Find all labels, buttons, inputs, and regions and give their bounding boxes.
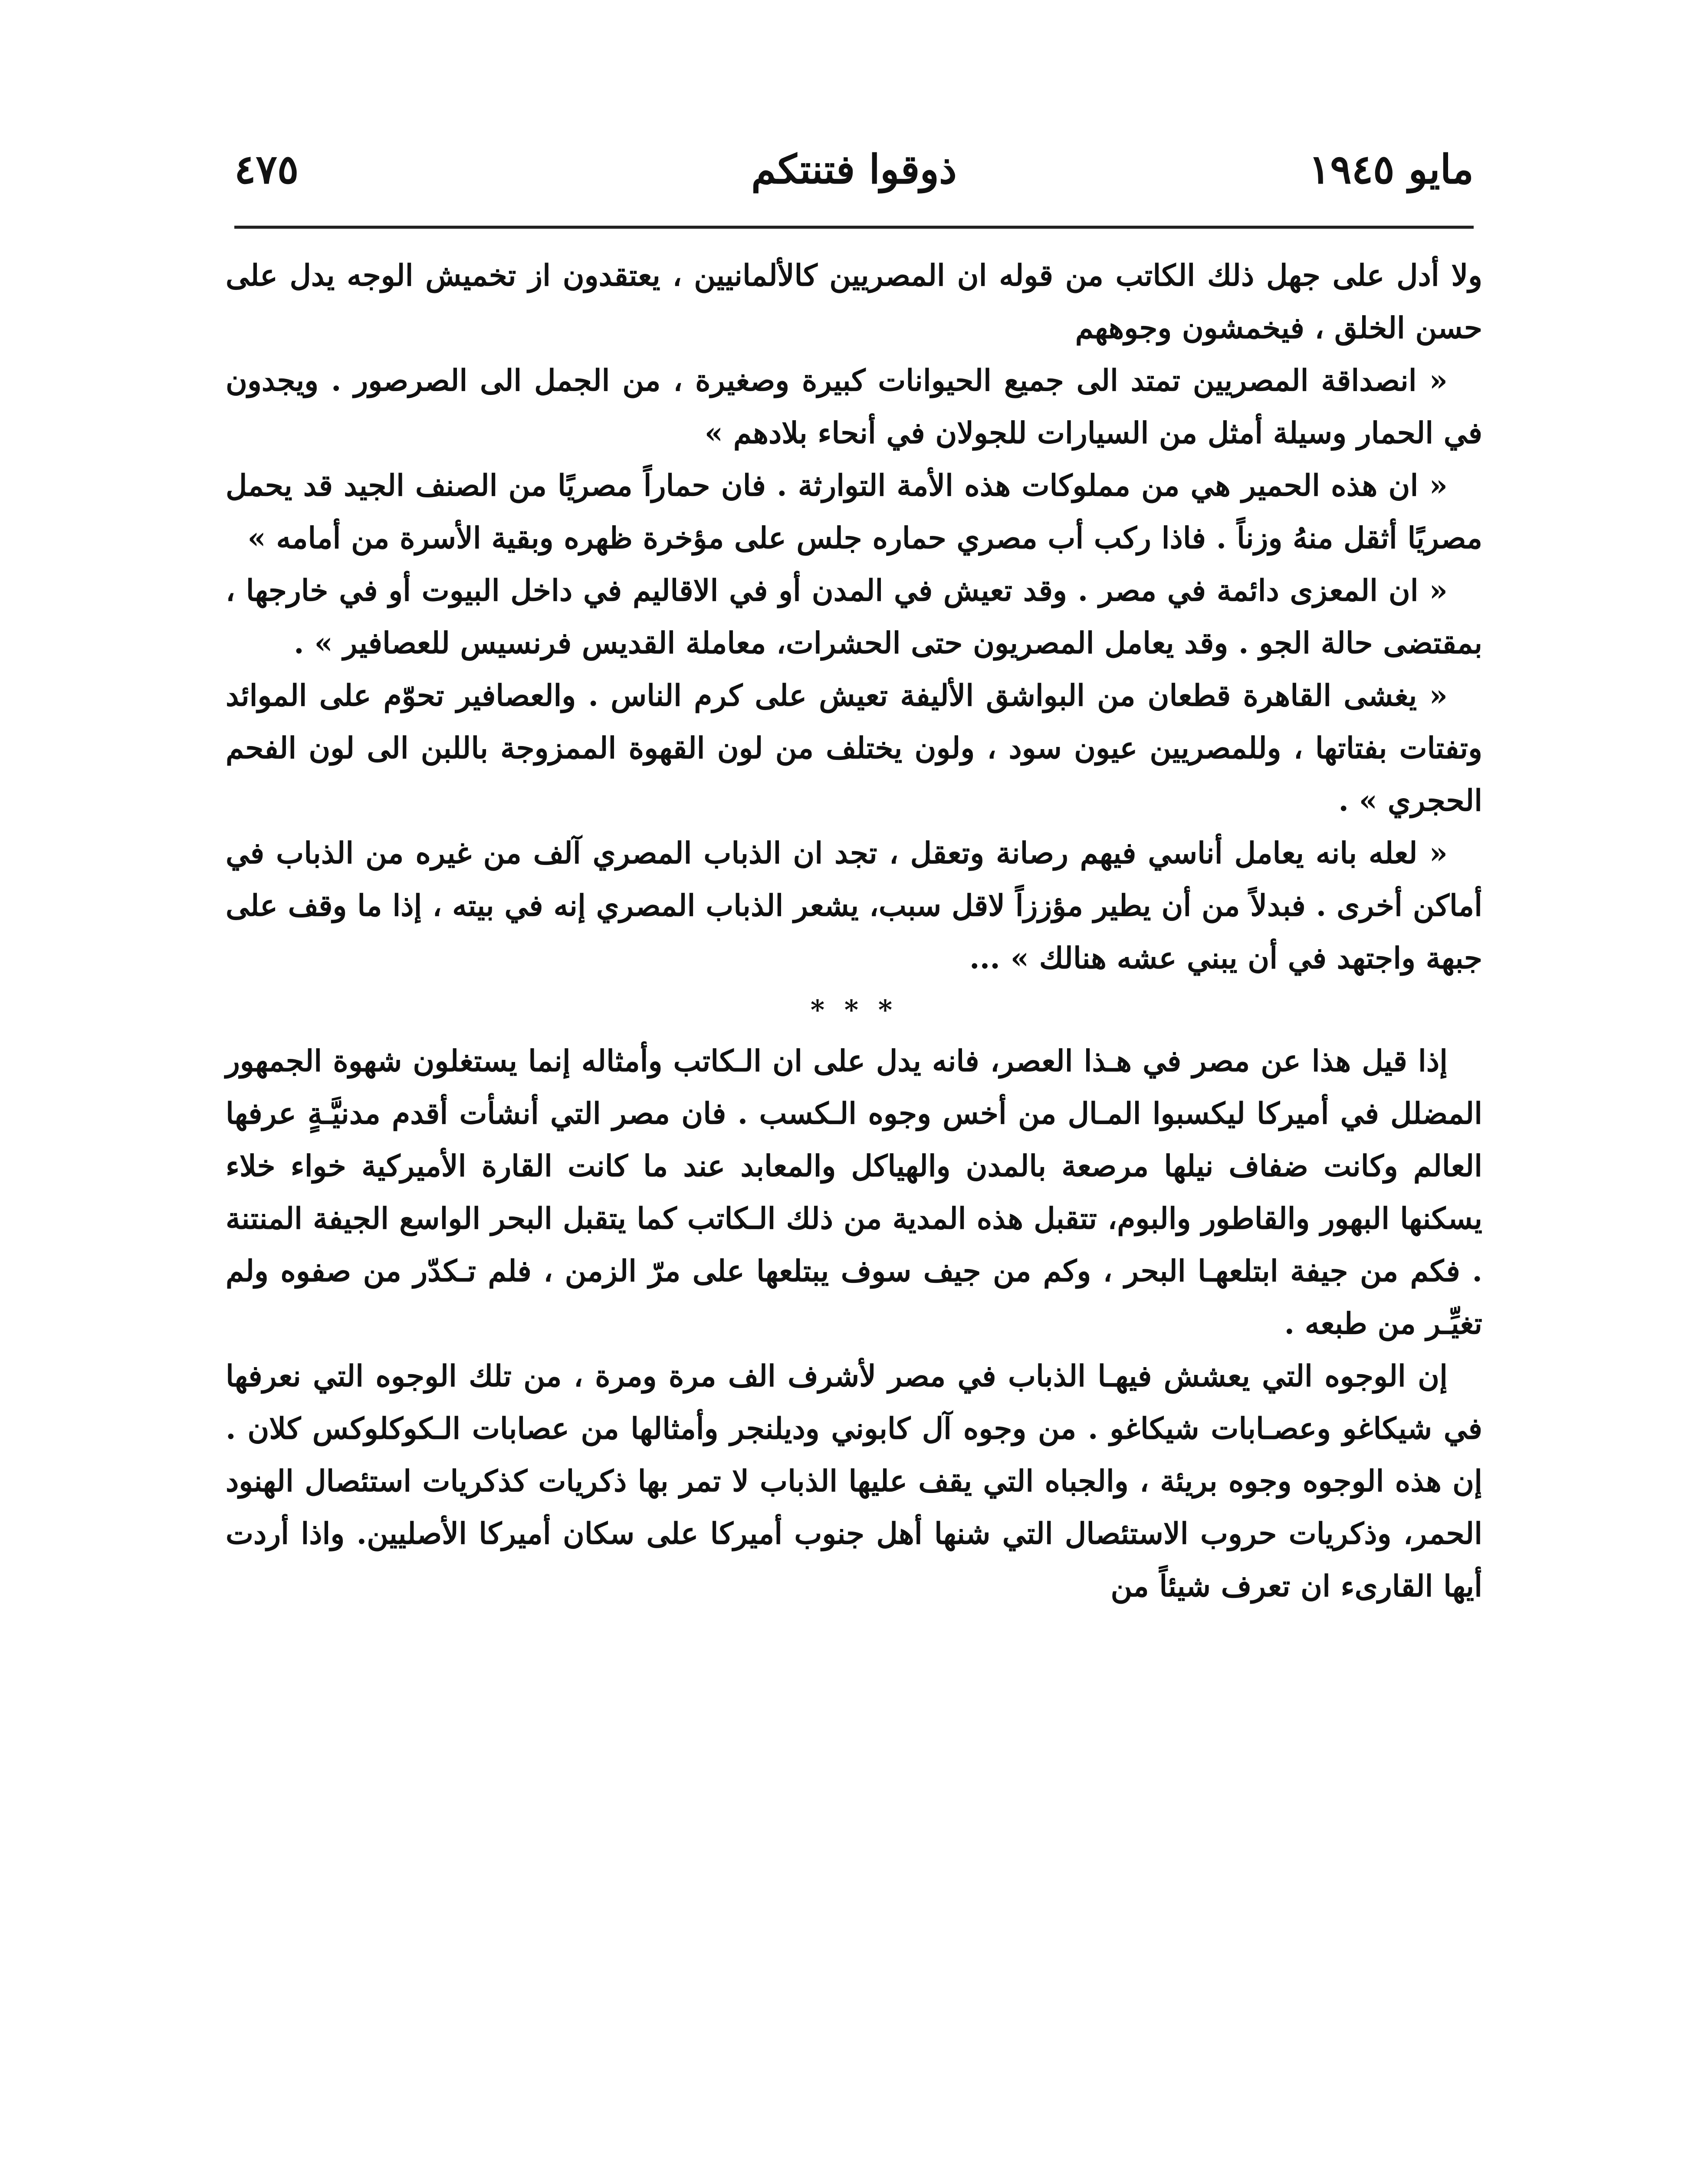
page-number: ٤٧٥ xyxy=(234,146,299,193)
quote-paragraph: « لعله بانه يعامل أناسي فيهم رصانة وتعقل ، تجد ان الذباب المصري آلف من غيره من الذباب في أماكن أخرى . فبدلاً من أن يطير مؤززاً لاقل سبب، يشعر الذباب المصري إنه في بيته ، إذا ما وقف على جبهة واجتهد في أن يبني عشه هنالك » ... xyxy=(226,836,1482,976)
paragraph: إن الوجوه التي يعشش فيهـا الذباب في مصر لأشرف الف مرة ومرة ، من تلك الوجوه التي نعرفها في شيكاغو وعصـابات شيكاغو . من وجوه آل كابوني وديلنجر وأمثالها من عصابات الـكوكلوكس كلان . إن هذه الوجوه وجوه بريئة ، والجباه التي يقف عليها الذباب لا تمر بها ذكريات كذكريات استئصال الهنود الحمر، وذكريات حروب الاستئصال التي شنها أهل جنوب أميركا على سكان أميركا الأصليين. واذا أردت أيها القارىء ان تعرف شيئاً من xyxy=(226,1359,1482,1604)
running-header xyxy=(234,143,1474,204)
quote-paragraph: « يغشى القاهرة قطعان من البواشق الأليفة تعيش على كرم الناس . والعصافير تحوّم على الموائد وتفتات بفتاتها ، وللمصريين عيون سود ، ولون يختلف من لون القهوة الممزوجة باللبن الى لون الفحم الحجري » . xyxy=(226,678,1482,818)
running-title: ذوقوا فتنتكم xyxy=(751,146,957,193)
section-separator: * * * xyxy=(810,994,898,1026)
article-body xyxy=(226,250,1482,1613)
paragraph: إذا قيل هذا عن مصر في هـذا العصر، فانه يدل على ان الـكاتب وأمثاله إنما يستغلون شهوة الجمهور المضلل في أميركا ليكسبوا المـال من أخس وجوه الـكسب . فان مصر التي أنشأت أقدم مدنيَّـةٍ عرفها العالم وكانت ضفاف نيلها مرصعة بالمدن والهياكل والمعابد عند ما كانت القارة الأميركية خواء خلاء يسكنها البهور والقاطور والبوم، تتقبل هذه المدية من ذلك الـكاتب كما يتقبل البحر الواسع الجيفة المنتنة . فكم من جيفة ابتلعهـا البحر ، وكم من جيف سوف يبتلعها على مرّ الزمن ، فلم تـكدّر من صفوه ولم تغيِّـر من طبعه . xyxy=(226,1044,1482,1341)
quote-paragraph: « انصداقة المصريين تمتد الى جميع الحيوانات كبيرة وصغيرة ، من الجمل الى الصرصور . ويجدون في الحمار وسيلة أمثل من السيارات للجولان في أنحاء بلادهم » xyxy=(226,363,1482,450)
header-rule xyxy=(234,226,1474,229)
quote-paragraph: « ان هذه الحمير هي من مملوكات هذه الأمة التوارثة . فان حماراً مصريًا من الصنف الجيد قد يحمل مصريًا أثقل منهُ وزناً . فاذا ركب أب مصري حماره جلس على مؤخرة ظهره وبقية الأسرة من أمامه » xyxy=(226,468,1482,556)
paragraph: ولا أدل على جهل ذلك الكاتب من قوله ان المصريين كالألمانيين ، يعتقدون از تخميش الوجه يدل على حسن الخلق ، فيخمشون وجوههم xyxy=(226,258,1482,345)
issue-date: مايو ١٩٤٥ xyxy=(1308,146,1474,193)
quote-paragraph: « ان المعزى دائمة في مصر . وقد تعيش في المدن أو في الاقاليم في داخل البيوت أو في خارجها ، بمقتضى حالة الجو . وقد يعامل المصريون حتى الحشرات، معاملة القديس فرنسيس للعصافير » . xyxy=(226,573,1482,661)
